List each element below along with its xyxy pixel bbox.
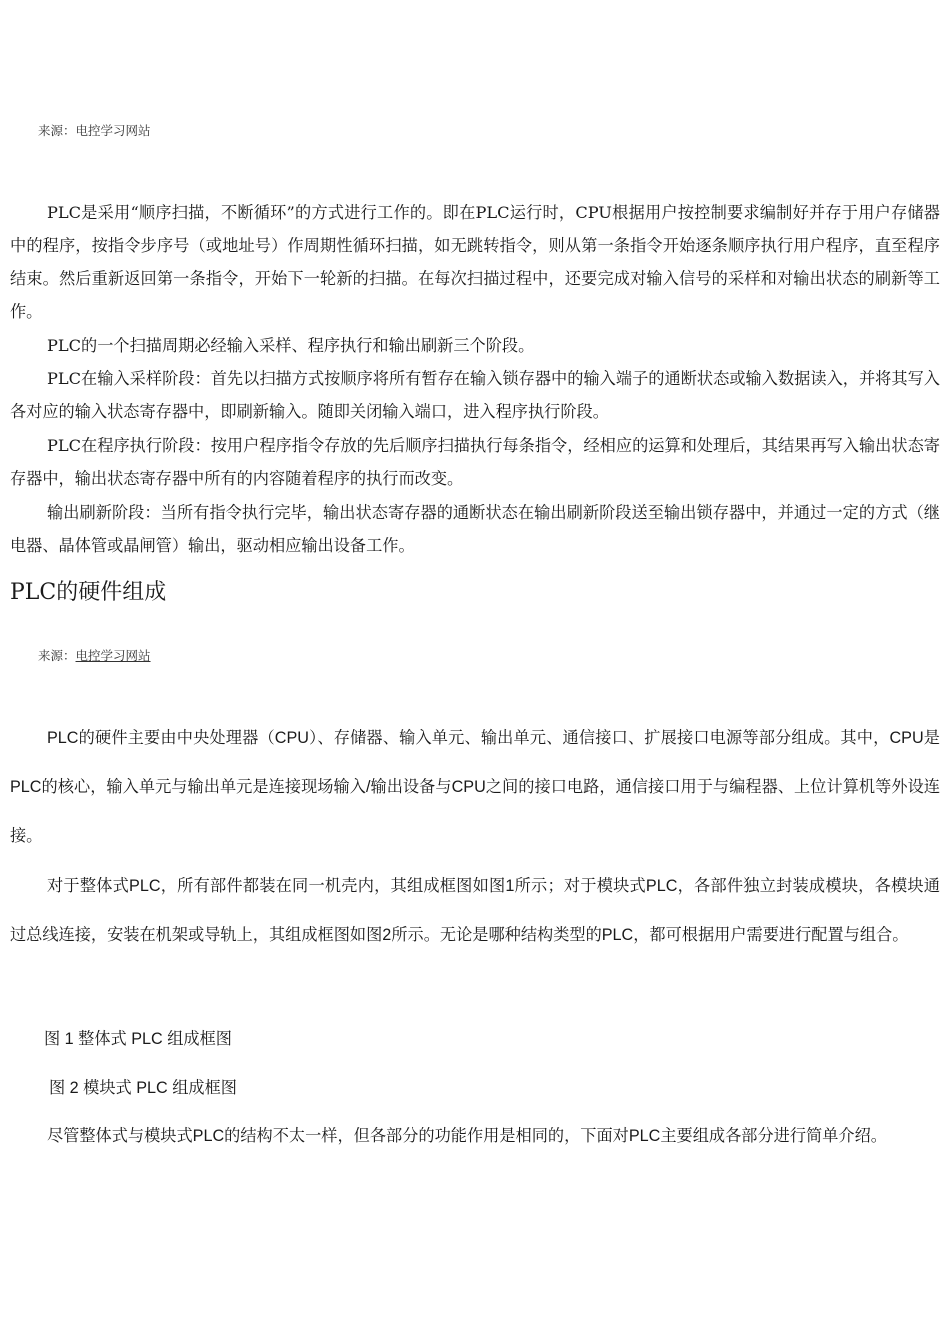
section-heading: PLC的硬件组成 — [10, 580, 167, 605]
figure1-caption: 图 1 整体式 PLC 组成框图 — [44, 1030, 232, 1048]
source-prefix: 来源： — [38, 648, 76, 663]
source-line — [38, 646, 151, 664]
source-label: 来源：电控学习网站 — [38, 123, 151, 138]
paragraph-scan-cycle: PLC的一个扫描周期必经输入采样、程序执行和输出刷新三个阶段。 — [47, 336, 535, 355]
paragraph-hardware-overview: PLC的硬件主要由中央处理器（CPU）、存储器、输入单元、输出单元、通信接口、扩展接口电源等部分组成。其中，CPU是PLC的核心，输入单元与输出单元是连接现场输入/输出设备与CPU之间的接口电路，通信接口用于与编程器、上位计算机等外设连接。 — [10, 729, 940, 845]
paragraph-closing: 尽管整体式与模块式PLC的结构不太一样，但各部分的功能作用是相同的，下面对PLC主要组成各部分进行简单介绍。 — [47, 1127, 887, 1145]
paragraph-output-refresh: 输出刷新阶段：当所有指令执行完毕，输出状态寄存器的通断状态在输出刷新阶段送至输出锁存器中，并通过一定的方式（继电器、晶体管或晶闸管）输出，驱动相应输出设备工作。 — [10, 503, 940, 555]
figure2-caption: 图 2 模块式 PLC 组成框图 — [49, 1079, 237, 1097]
paragraph-program-execution: PLC在程序执行阶段：按用户程序指令存放的先后顺序扫描执行每条指令，经相应的运算和处理后，其结果再写入输出状态寄存器中，输出状态寄存器中所有的内容随着程序的执行而改变。 — [10, 436, 940, 488]
paragraph-scan-overview: PLC是采用“顺序扫描，不断循环”的方式进行工作的。即在PLC运行时，CPU根据用户按控制要求编制好并存于用户存储器中的程序，按指令步序号（或地址号）作周期性循环扫描，如无跳转指令，则从第一条指令开始逐条顺序执行用户程序，直至程序结束。然后重新返回第一条指令，开始下一轮新的扫描。在每次扫描过程中，还要完成对输入信号的采样和对输出状态的刷新等工作。 — [10, 203, 940, 321]
source-link[interactable]: 电控学习网站 — [75, 648, 151, 663]
paragraph-structure-types: 对于整体式PLC，所有部件都装在同一机壳内，其组成框图如图1所示；对于模块式PLC，各部件独立封装成模块，各模块通过总线连接，安装在机架或导轨上，其组成框图如图2所示。无论是哪种结构类型的PLC，都可根据用户需要进行配置与组合。 — [10, 877, 940, 944]
paragraph-input-sampling: PLC在输入采样阶段：首先以扫描方式按顺序将所有暂存在输入锁存器中的输入端子的通断状态或输入数据读入，并将其写入各对应的输入状态寄存器中，即刷新输入。随即关闭输入端口，进入程序执行阶段。 — [10, 369, 940, 421]
